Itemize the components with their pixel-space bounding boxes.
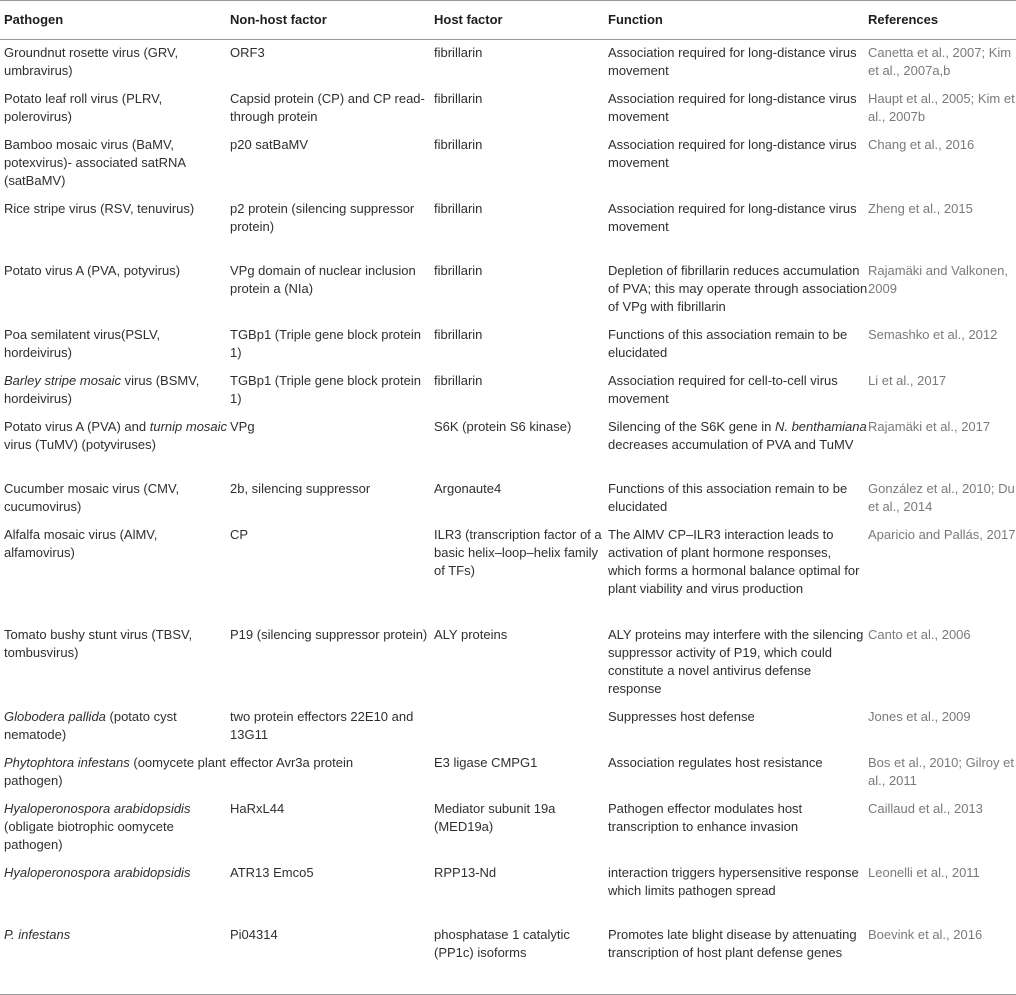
cell-host-factor — [434, 196, 608, 258]
function-text: Suppresses host defense — [608, 709, 755, 724]
cell-pathogen — [0, 40, 230, 87]
cell-references — [868, 322, 1016, 368]
cell-host-factor — [434, 322, 608, 368]
cell-function — [608, 476, 868, 522]
table-row — [0, 132, 1016, 196]
cell-function — [608, 622, 868, 704]
nonhost-factor-text: two protein effectors 22E10 and 13G11 — [230, 709, 414, 742]
nonhost-factor-text: ORF3 — [230, 45, 265, 60]
cell-references — [868, 40, 1016, 87]
pathogen-text: Rice stripe virus (RSV, tenuvirus) — [4, 201, 195, 216]
cell-function — [608, 922, 868, 994]
host-factor-text: ALY proteins — [434, 627, 508, 642]
references-text: Canetta et al., 2007; Kim et al., 2007a,b — [868, 45, 1012, 78]
table-row — [0, 922, 1016, 994]
pathogen-italic-text: Barley stripe mosaic — [4, 373, 122, 388]
pathogen-text: (oomycete plant pathogen) — [4, 755, 226, 788]
cell-function — [608, 368, 868, 414]
cell-nonhost-factor — [230, 40, 434, 87]
references-text: Caillaud et al., 2013 — [868, 801, 983, 816]
table-row — [0, 796, 1016, 860]
cell-host-factor — [434, 796, 608, 860]
cell-function — [608, 796, 868, 860]
cell-references — [868, 86, 1016, 132]
cell-host-factor — [434, 132, 608, 196]
host-factor-text: phosphatase 1 catalytic (PP1c) isoforms — [434, 927, 570, 960]
references-text: Leonelli et al., 2011 — [868, 865, 980, 880]
cell-host-factor — [434, 40, 608, 87]
function-text: decreases accumulation of PVA and TuMV — [608, 437, 854, 452]
nonhost-factor-text: P19 (silencing suppressor protein) — [230, 627, 428, 642]
cell-function — [608, 196, 868, 258]
cell-pathogen — [0, 704, 230, 750]
function-text: Association regulates host resistance — [608, 755, 823, 770]
function-text: Association required for long-distance virus movement — [608, 137, 857, 170]
pathogen-text: Groundnut rosette virus (GRV, umbravirus) — [4, 45, 179, 78]
references-text: Rajamäki and Valkonen, 2009 — [868, 263, 1008, 296]
table-row — [0, 368, 1016, 414]
header-pathogen: Pathogen — [0, 1, 230, 40]
nonhost-factor-text: HaRxL44 — [230, 801, 285, 816]
function-text: Depletion of fibrillarin reduces accumulation of PVA; this may operate through association of VPg with fibrillarin — [608, 263, 868, 314]
cell-nonhost-factor — [230, 258, 434, 322]
cell-nonhost-factor — [230, 860, 434, 922]
references-text: Canto et al., 2006 — [868, 627, 971, 642]
cell-references — [868, 522, 1016, 622]
host-factor-text: RPP13-Nd — [434, 865, 497, 880]
cell-host-factor — [434, 750, 608, 796]
pathogen-italic-text: Hyaloperonospora arabidopsidis — [4, 865, 191, 880]
function-text: Association required for long-distance virus movement — [608, 201, 857, 234]
cell-pathogen — [0, 414, 230, 476]
cell-pathogen — [0, 476, 230, 522]
pathogen-italic-text: turnip mosaic — [149, 419, 228, 434]
cell-references — [868, 796, 1016, 860]
host-factor-text: Argonaute4 — [434, 481, 502, 496]
cell-host-factor — [434, 622, 608, 704]
nonhost-factor-text: TGBp1 (Triple gene block protein 1) — [230, 373, 422, 406]
function-text: Association required for long-distance virus movement — [608, 45, 857, 78]
table-row — [0, 476, 1016, 522]
references-text: Semashko et al., 2012 — [868, 327, 998, 342]
pathogen-italic-text: Hyaloperonospora arabidopsidis — [4, 801, 191, 816]
table-row — [0, 40, 1016, 87]
nonhost-factor-text: effector Avr3a protein — [230, 755, 354, 770]
pathogen-text: (potato cyst nematode) — [4, 709, 177, 742]
function-text: Silencing of the S6K gene in — [608, 419, 775, 434]
nonhost-factor-text: p20 satBaMV — [230, 137, 309, 152]
nonhost-factor-text: ATR13 Emco5 — [230, 865, 314, 880]
host-factor-text: fibrillarin — [434, 263, 483, 278]
cell-host-factor — [434, 860, 608, 922]
function-text: Functions of this association remain to be elucidated — [608, 481, 848, 514]
table-row — [0, 414, 1016, 476]
cell-pathogen — [0, 622, 230, 704]
function-text: Association required for long-distance virus movement — [608, 91, 857, 124]
nonhost-factor-text: TGBp1 (Triple gene block protein 1) — [230, 327, 422, 360]
cell-nonhost-factor — [230, 368, 434, 414]
host-factor-text: E3 ligase CMPG1 — [434, 755, 538, 770]
references-text: Zheng et al., 2015 — [868, 201, 973, 216]
nonhost-factor-text: 2b, silencing suppressor — [230, 481, 371, 496]
function-text: The AlMV CP–ILR3 interaction leads to activation of plant hormone responses, which forms a hormonal balance optimal for plant viability and virus production — [608, 527, 860, 596]
pathogen-text: Bamboo mosaic virus (BaMV, potexvirus)- associated satRNA (satBaMV) — [4, 137, 186, 188]
table-row — [0, 196, 1016, 258]
cell-nonhost-factor — [230, 622, 434, 704]
cell-host-factor — [434, 258, 608, 322]
cell-references — [868, 258, 1016, 322]
cell-pathogen — [0, 522, 230, 622]
cell-references — [868, 860, 1016, 922]
function-text: Association required for cell-to-cell virus movement — [608, 373, 838, 406]
table-row — [0, 86, 1016, 132]
cell-nonhost-factor — [230, 322, 434, 368]
cell-references — [868, 132, 1016, 196]
cell-function — [608, 132, 868, 196]
cell-pathogen — [0, 86, 230, 132]
cell-references — [868, 368, 1016, 414]
cell-pathogen — [0, 368, 230, 414]
pathogen-text: (obligate biotrophic oomycete pathogen) — [4, 819, 174, 852]
pathogen-text: Poa semilatent virus(PSLV, hordeivirus) — [4, 327, 161, 360]
cell-references — [868, 196, 1016, 258]
cell-function — [608, 86, 868, 132]
cell-host-factor — [434, 368, 608, 414]
table-row — [0, 750, 1016, 796]
cell-function — [608, 704, 868, 750]
cell-host-factor — [434, 922, 608, 994]
host-factor-text: fibrillarin — [434, 327, 483, 342]
cell-function — [608, 414, 868, 476]
function-text: Functions of this association remain to be elucidated — [608, 327, 848, 360]
cell-references — [868, 750, 1016, 796]
pathogen-text: Tomato bushy stunt virus (TBSV, tombusvirus) — [4, 627, 193, 660]
nonhost-factor-text: Capsid protein (CP) and CP read-through protein — [230, 91, 425, 124]
pathogen-text: virus (BSMV, hordeivirus) — [4, 373, 200, 406]
references-text: Haupt et al., 2005; Kim et al., 2007b — [868, 91, 1015, 124]
cell-nonhost-factor — [230, 522, 434, 622]
references-text: Aparicio and Pallás, 2017 — [868, 527, 1016, 542]
host-factor-text: ILR3 (transcription factor of a basic helix–loop–helix family of TFs) — [434, 527, 602, 578]
references-text: Chang et al., 2016 — [868, 137, 975, 152]
cell-pathogen — [0, 196, 230, 258]
cell-function — [608, 860, 868, 922]
pathogen-text: Potato leaf roll virus (PLRV, polerovirus) — [4, 91, 163, 124]
references-text: González et al., 2010; Du et al., 2014 — [868, 481, 1015, 514]
cell-references — [868, 622, 1016, 704]
cell-references — [868, 704, 1016, 750]
header-row — [0, 1, 1016, 40]
pathogen-italic-text: P. infestans — [4, 927, 71, 942]
function-text: interaction triggers hypersensitive response which limits pathogen spread — [608, 865, 859, 898]
function-text: Promotes late blight disease by attenuating transcription of host plant defense genes — [608, 927, 857, 960]
cell-pathogen — [0, 750, 230, 796]
host-factor-text: fibrillarin — [434, 91, 483, 106]
cell-function — [608, 750, 868, 796]
cell-nonhost-factor — [230, 922, 434, 994]
nonhost-factor-text: Pi04314 — [230, 927, 278, 942]
nonhost-factor-text: VPg domain of nuclear inclusion protein a (NIa) — [230, 263, 416, 296]
pathogen-italic-text: Globodera pallida — [4, 709, 106, 724]
pathogen-text: virus (TuMV) (potyviruses) — [4, 437, 156, 452]
pathogen-text: Potato virus A (PVA) and — [4, 419, 150, 434]
cell-host-factor — [434, 414, 608, 476]
table-row — [0, 704, 1016, 750]
cell-nonhost-factor — [230, 750, 434, 796]
table-body — [0, 40, 1016, 995]
table-row — [0, 522, 1016, 622]
cell-function — [608, 322, 868, 368]
cell-host-factor — [434, 86, 608, 132]
cell-function — [608, 40, 868, 87]
cell-nonhost-factor — [230, 414, 434, 476]
cell-pathogen — [0, 132, 230, 196]
pathogen-italic-text: Phytophtora infestans — [4, 755, 130, 770]
table-row — [0, 322, 1016, 368]
function-text: ALY proteins may interfere with the silencing suppressor activity of P19, which could constitute a novel antivirus defense response — [608, 627, 864, 696]
host-factor-text: Mediator subunit 19a (MED19a) — [434, 801, 556, 834]
cell-nonhost-factor — [230, 796, 434, 860]
cell-references — [868, 476, 1016, 522]
cell-host-factor — [434, 476, 608, 522]
header-references: References — [868, 1, 1016, 40]
header-function: Function — [608, 1, 868, 40]
cell-references — [868, 922, 1016, 994]
pathogen-text: Alfalfa mosaic virus (AlMV, alfamovirus) — [4, 527, 158, 560]
cell-function — [608, 258, 868, 322]
cell-host-factor — [434, 704, 608, 750]
cell-pathogen — [0, 258, 230, 322]
pathogen-text: Potato virus A (PVA, potyvirus) — [4, 263, 181, 278]
header-host-factor: Host factor — [434, 1, 608, 40]
cell-pathogen — [0, 922, 230, 994]
cell-nonhost-factor — [230, 132, 434, 196]
host-factor-text: fibrillarin — [434, 137, 483, 152]
pathogen-text: Cucumber mosaic virus (CMV, cucumovirus) — [4, 481, 180, 514]
cell-nonhost-factor — [230, 86, 434, 132]
references-text: Li et al., 2017 — [868, 373, 947, 388]
references-text: Boevink et al., 2016 — [868, 927, 983, 942]
references-text: Jones et al., 2009 — [868, 709, 971, 724]
cell-pathogen — [0, 796, 230, 860]
host-factor-text: fibrillarin — [434, 45, 483, 60]
cell-function — [608, 522, 868, 622]
header-nonhost-factor: Non-host factor — [230, 1, 434, 40]
host-factor-text: fibrillarin — [434, 373, 483, 388]
cell-references — [868, 414, 1016, 476]
cell-nonhost-factor — [230, 476, 434, 522]
cell-host-factor — [434, 522, 608, 622]
host-factor-text: S6K (protein S6 kinase) — [434, 419, 572, 434]
cell-nonhost-factor — [230, 196, 434, 258]
function-text: Pathogen effector modulates host transcription to enhance invasion — [608, 801, 803, 834]
cell-nonhost-factor — [230, 704, 434, 750]
nonhost-factor-text: VPg — [230, 419, 255, 434]
references-text: Rajamäki et al., 2017 — [868, 419, 991, 434]
cell-pathogen — [0, 322, 230, 368]
references-text: Bos et al., 2010; Gilroy et al., 2011 — [868, 755, 1014, 788]
nonhost-factor-text: CP — [230, 527, 249, 542]
table-row — [0, 860, 1016, 922]
host-factor-text: fibrillarin — [434, 201, 483, 216]
function-italic-text: N. benthamiana — [774, 419, 867, 434]
cell-pathogen — [0, 860, 230, 922]
nonhost-factor-text: p2 protein (silencing suppressor protein) — [230, 201, 415, 234]
table-row — [0, 622, 1016, 704]
table-row — [0, 258, 1016, 322]
